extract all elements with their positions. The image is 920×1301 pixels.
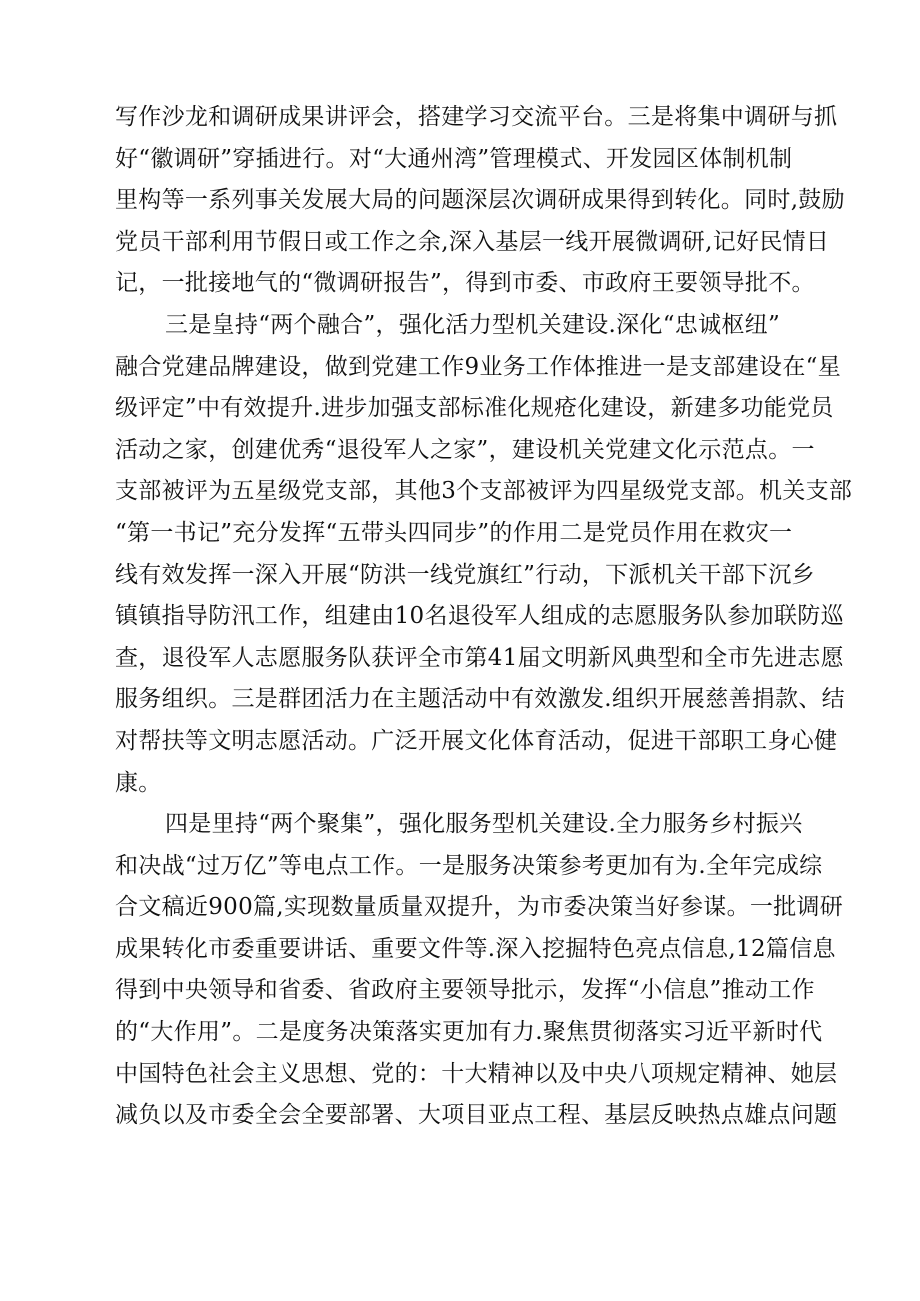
text-line: 服务组织。三是群团活力在主题活动中有效激发.组织开展慈善捐款、结 [115, 686, 845, 713]
text-line: 中国特色社会主义思想、党的：十大精神以及中央八项规定精神、她层 [115, 1060, 838, 1087]
text-line: 得到中央领导和省委、省政府主要领导批示，发挥“小信息”推动工作 [115, 977, 815, 1004]
paragraph [115, 97, 845, 305]
text-line: 镇镇指导防汛工作，组建由10名退役军人组成的志愿服务队参加联防巡 [115, 603, 844, 630]
text-line: 查，退役军人志愿服务队获评全市第41届文明新风典型和全市先进志愿 [115, 644, 844, 671]
text-line: “第一书记”充分发挥“五带头四同步”的作用二是党员作用在救灾一 [115, 519, 793, 546]
paragraph [115, 305, 853, 804]
text-line: 线有效发挥一深入开展“防洪一线党旗红”行动，下派机关干部下沉乡 [115, 561, 815, 588]
text-line: 记，一批接地气的“微调研报告”，得到市委、市政府王要领导批不。 [115, 270, 815, 297]
text-line: 融合党建品牌建设，做到党建工作9业务工作体推进一是支部建设在“星 [115, 353, 841, 380]
text-line: 康。 [115, 769, 162, 796]
paragraph [115, 804, 844, 1137]
text-line: 级评定”中有效提升.进步加强支部标准化规疮化建设，新建多功能党员 [115, 395, 834, 422]
body-text [115, 97, 853, 1137]
text-line: 的“大作用”。二是度务决策落实更加有力.聚焦贯彻落实习近平新时代 [115, 1019, 823, 1046]
text-line: 和决战“过万亿”等电点工作。一是服务决策参考更加有为.全年完成综 [115, 852, 823, 879]
text-line: 好“徽调研”穿插进行。对“大通州湾”管理模式、开发园区体制机制 [115, 145, 793, 172]
text-line: 三是皇持“两个融合”，强化活力型机关建设.深化“忠诚枢纽” [165, 311, 781, 338]
text-line: 支部被评为五星级党支部，其他3个支部被评为四星级党支部。机关支部 [115, 478, 853, 505]
text-line: 写作沙龙和调研成果讲评会，搭建学习交流平台。三是将集中调研与抓 [115, 104, 838, 130]
text-line: 党员干部利用节假日或工作之余,深入基层一线开展微调研,记好民情日 [115, 228, 830, 255]
text-line: 对帮扶等文明志愿活动。广泛开展文化体育活动，促进干部职工身心健 [115, 727, 838, 754]
text-line: 合文稿近900篇,实现数量质量双提升，为市委决策当好参谋。一批调研 [115, 894, 844, 921]
text-line: 里构等一系列事关发展大局的问题深层次调研成果得到转化。同时,鼓励 [115, 187, 845, 214]
text-line: 成果转化市委重要讲话、重要文件等.深入挖掘特色亮点信息,12篇信息 [115, 935, 836, 962]
text-line: 活动之家，创建优秀“退役军人之家”，建设机关党建文化示范点。一 [115, 436, 815, 463]
text-line: 减负以及市委全会全要部署、大项目亚点工程、基层反映热点雄点问题 [115, 1102, 838, 1129]
text-line: 四是里持“两个聚集”，强化服务型机关建设.全力服务乡村振兴 [165, 811, 803, 838]
